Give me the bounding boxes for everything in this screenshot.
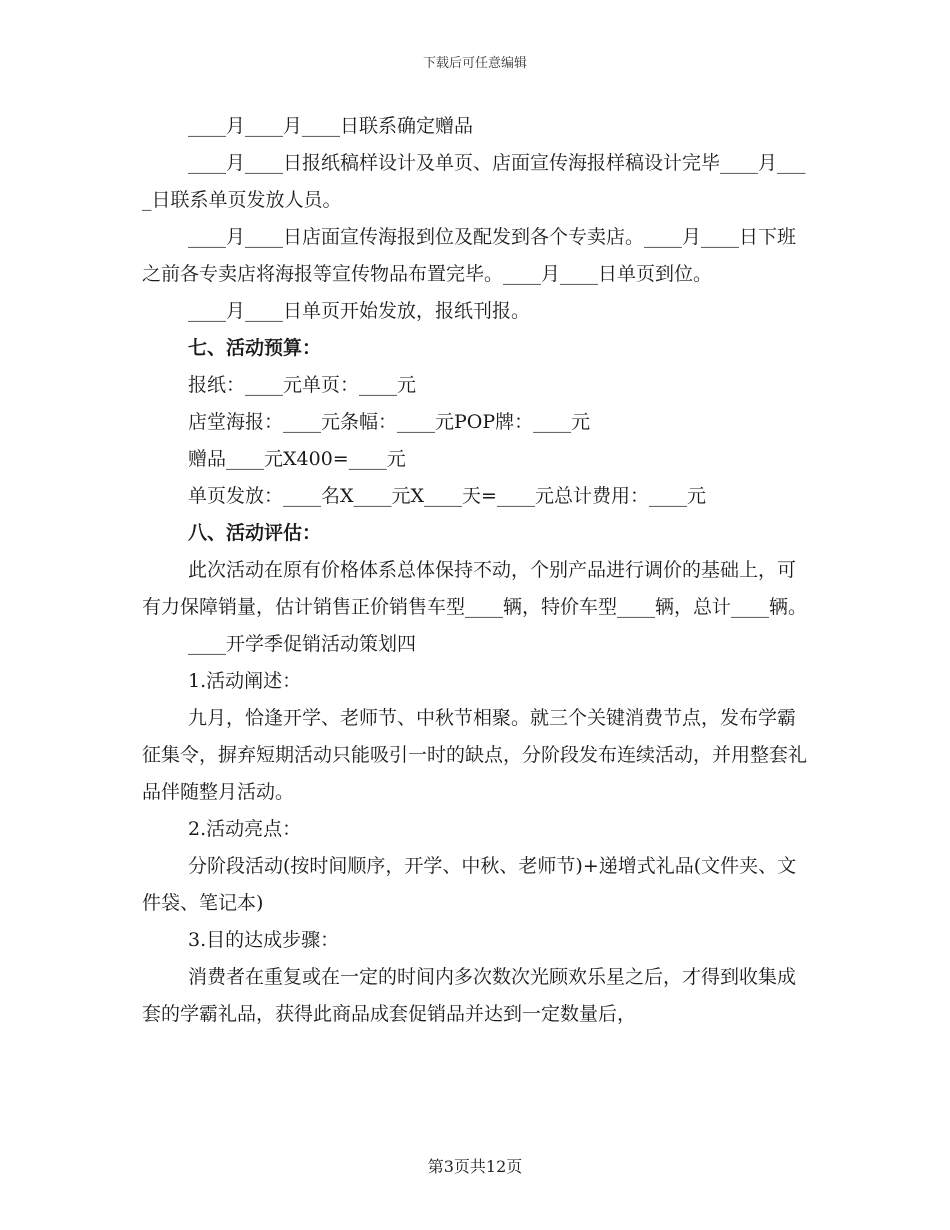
paragraph: ____月____月____日联系确定赠品 [188, 115, 474, 137]
paragraph: 此次活动在原有价格体系总体保持不动，个别产品进行调价的基础上，可有力保障销量，估计销售正价销售车型____辆，特价车型____辆，总计____辆。 [142, 559, 808, 618]
paragraph: ____月____日店面宣传海报到位及配发到各个专卖店。____月____日下班之前各专卖店将海报等宣传物品布置完毕。____月____日单页到位。 [142, 226, 797, 285]
budget-item-newspaper: 报纸：____元单页：____元 [188, 374, 417, 396]
budget-item-poster: 店堂海报：____元条幅：____元POP牌：____元 [188, 411, 591, 433]
paragraph: 消费者在重复或在一定的时间内多次数次光顾欢乐星之后，才得到收集成套的学霸礼品，获得此商品成套促销品并达到一定数量后， [142, 966, 797, 1025]
section-heading-evaluation: 八、活动评估： [188, 522, 322, 544]
subheading-steps: 3.目的达成步骤： [188, 929, 340, 951]
page-header: 下载后可任意编辑 [422, 56, 527, 71]
subheading-highlights: 2.活动亮点： [188, 818, 302, 840]
paragraph: ____月____日单页开始发放，报纸刊报。 [188, 300, 531, 322]
budget-item-flyer: 单页发放：____名X____元X____天=____元总计费用：____元 [188, 485, 706, 507]
budget-item-gift: 赠品____元X400=____元 [188, 448, 406, 470]
document-body [142, 108, 810, 1033]
paragraph: 分阶段活动(按时间顺序，开学、中秋、老师节)+递增式礼品(文件夹、文件袋、笔记本) [142, 855, 797, 914]
section-heading-budget: 七、活动预算： [188, 337, 322, 359]
paragraph: 九月，恰逢开学、老师节、中秋节相聚。就三个关键消费节点，发布学霸征集令，摒弃短期活动只能吸引一时的缺点，分阶段发布连续活动，并用整套礼品伴随整月活动。 [142, 707, 808, 803]
page-footer: 第3页共12页 [427, 1157, 523, 1176]
subheading-overview: 1.活动阐述： [188, 670, 302, 692]
paragraph: ____月____日报纸稿样设计及单页、店面宣传海报样稿设计完毕____月____日联系单页发放人员。 [142, 152, 806, 211]
plan-title: ____开学季促销活动策划四 [188, 633, 417, 655]
